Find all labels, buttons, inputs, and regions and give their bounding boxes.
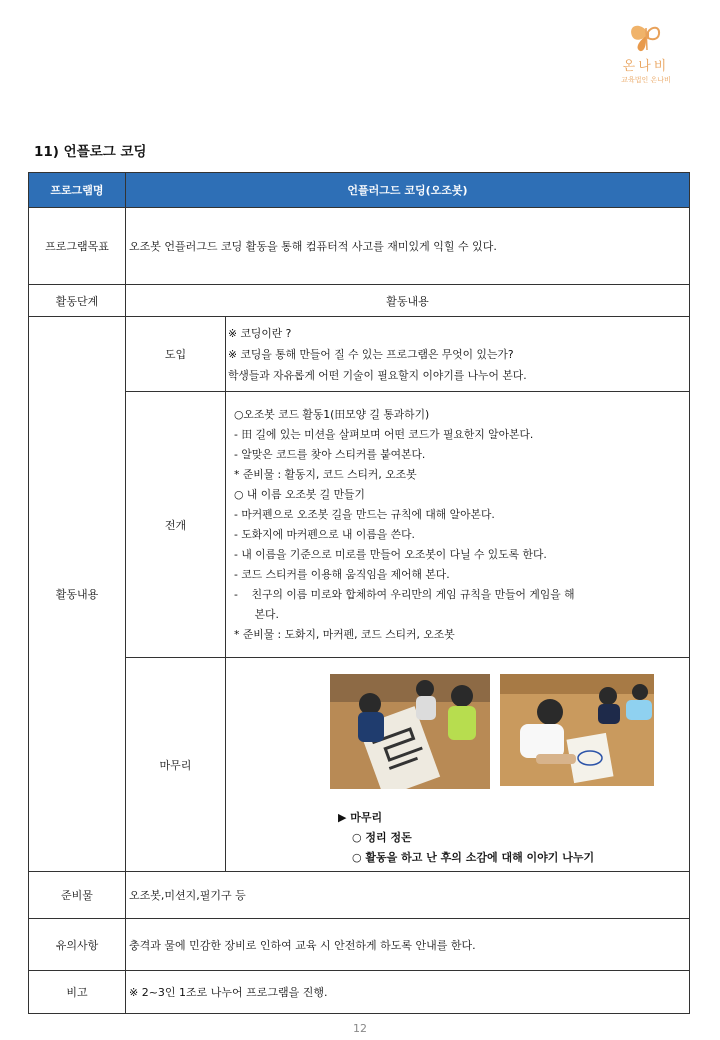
development-line: * 준비물 : 활동지, 코드 스티커, 오조봇 — [234, 467, 417, 481]
development-line: 본다. — [234, 607, 279, 621]
activity-photo-2 — [500, 674, 654, 786]
remarks-row — [29, 971, 690, 1014]
goal-row — [29, 208, 690, 285]
development-line: - 친구의 이름 미로와 합체하여 우리만의 게임 규칙을 만들어 게임을 해 — [234, 587, 575, 601]
development-line: - 마커펜으로 오조봇 길을 만드는 규칙에 대해 알아본다. — [234, 507, 495, 521]
closing-summary-heading: ▶ 마무리 — [338, 810, 383, 824]
intro-line: ※ 코딩이란 ? — [228, 326, 292, 340]
program-name-value: 언플러그드 코딩(오조봇) — [126, 173, 690, 208]
brand-logo — [606, 22, 686, 94]
table-header-row — [29, 173, 690, 208]
cautions-row — [29, 919, 690, 971]
butterfly-icon — [626, 22, 666, 54]
development-label: 전개 — [126, 392, 226, 658]
intro-line: ※ 코딩을 통해 만들어 질 수 있는 프로그램은 무엇이 있는가? — [228, 347, 514, 361]
development-line: ○오조봇 코드 활동1(田모양 길 통과하기) — [234, 407, 430, 421]
materials-row — [29, 872, 690, 919]
intro-line: 학생들과 자유롭게 어떤 기술이 필요할지 이야기를 나누어 본다. — [228, 368, 527, 382]
logo-name: 온나비 — [622, 59, 670, 74]
closing-content — [226, 658, 690, 872]
section-title: 11) 언플로그 코딩 — [34, 144, 147, 160]
development-line: - 알맞은 코드를 찾아 스티커를 붙여본다. — [234, 447, 426, 461]
page-number: 12 — [353, 1022, 367, 1035]
development-line: - 코드 스티커를 이용해 움직임을 제어해 본다. — [234, 567, 450, 581]
activity-photo-1 — [330, 674, 490, 789]
closing-label: 마무리 — [126, 658, 226, 872]
remarks-label: 비고 — [29, 971, 126, 1014]
goal-value: 오조봇 언플러그드 코딩 활동을 통해 컴퓨터적 사고를 재미있게 익힐 수 있다. — [126, 208, 690, 285]
development-line: ○ 내 이름 오조봇 길 만들기 — [234, 487, 365, 501]
development-row — [29, 392, 690, 658]
development-line: - 田 길에 있는 미션을 살펴보며 어떤 코드가 필요한지 알아본다. — [234, 427, 534, 441]
intro-content — [226, 317, 690, 392]
development-line: * 준비물 : 도화지, 마커펜, 코드 스티커, 오조봇 — [234, 627, 455, 641]
goal-label: 프로그램목표 — [29, 208, 126, 285]
development-content — [226, 392, 690, 658]
closing-summary-item: ○ 활동을 하고 난 후의 소감에 대해 이야기 나누기 — [352, 850, 595, 864]
materials-value: 오조봇,미션지,필기구 등 — [126, 872, 690, 919]
intro-label: 도입 — [126, 317, 226, 392]
logo-subtitle: 교육법인 온나비 — [621, 76, 671, 84]
stage-label: 활동단계 — [29, 285, 126, 317]
cautions-label: 유의사항 — [29, 919, 126, 971]
development-line: - 도화지에 마커펜으로 내 이름을 쓴다. — [234, 527, 415, 541]
cautions-value: 충격과 물에 민감한 장비로 인하여 교육 시 안전하게 하도록 안내를 한다. — [126, 919, 690, 971]
stage-header-row — [29, 285, 690, 317]
program-table — [28, 172, 690, 1014]
remarks-value: ※ 2~3인 1조로 나누어 프로그램을 진행. — [126, 971, 690, 1014]
closing-summary-item: ○ 정리 정돈 — [352, 830, 412, 844]
materials-label: 준비물 — [29, 872, 126, 919]
intro-row — [29, 317, 690, 392]
closing-summary — [338, 808, 594, 868]
closing-row — [29, 658, 690, 872]
activity-label: 활동내용 — [29, 317, 126, 872]
development-line: - 내 이름을 기준으로 미로를 만들어 오조봇이 다닐 수 있도록 한다. — [234, 547, 547, 561]
stage-content-label: 활동내용 — [126, 285, 690, 317]
program-name-label: 프로그램명 — [29, 173, 126, 208]
